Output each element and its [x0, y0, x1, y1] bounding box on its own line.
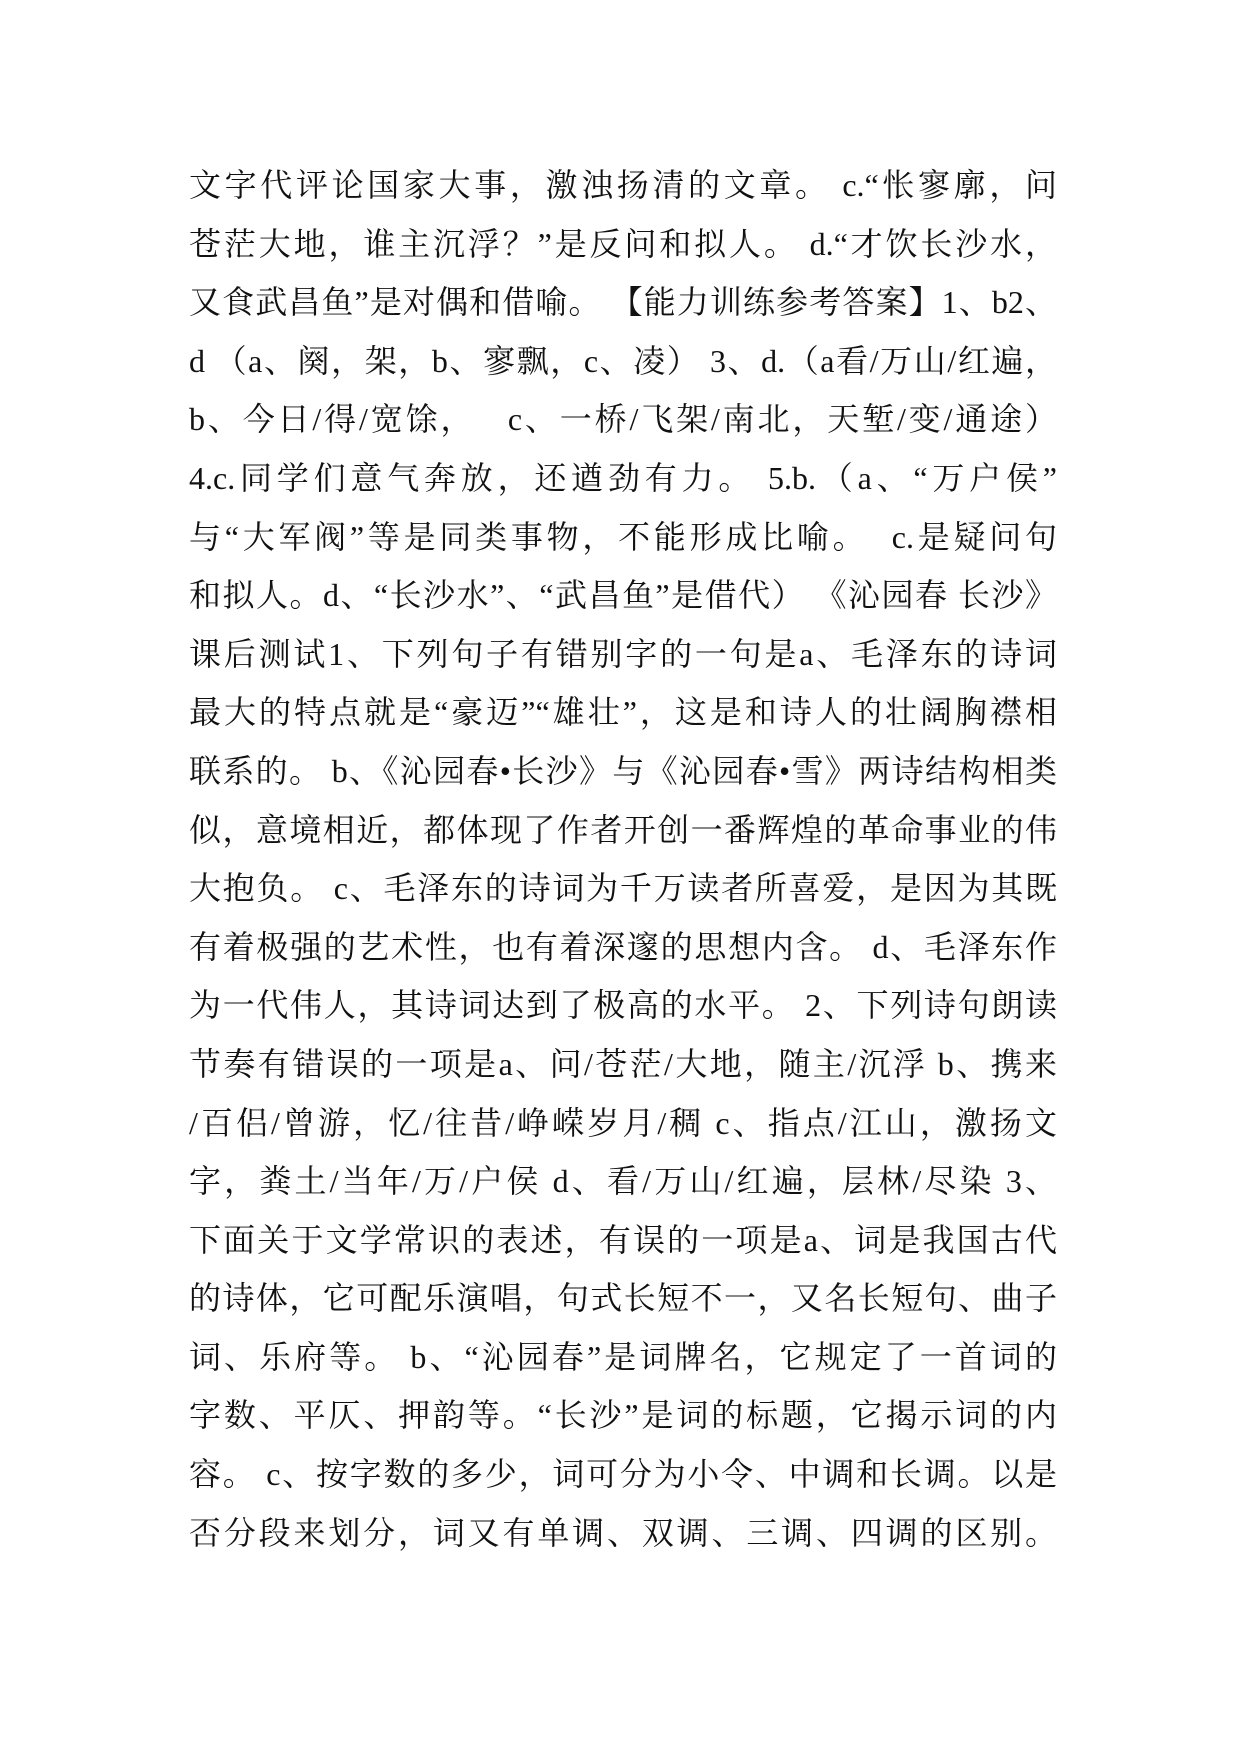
text-line: 容。 c、按字数的多少，词可分为小令、中调和长调。以是	[189, 1456, 1057, 1493]
text-line: 苍茫大地，谁主沉浮？”是反问和拟人。 d.“才饮长沙水，	[189, 225, 1057, 262]
text-line: 又食武昌鱼”是对偶和借喻。 【能力训练参考答案】1、b2、	[189, 284, 1057, 321]
text-line: b、今日/得/宽馀， c、一桥/飞架/南北，天堑/变/通途）	[189, 401, 1057, 438]
text-line: 联系的。 b、《沁园春•长沙》与《沁园春•雪》两诗结构相类	[189, 752, 1057, 789]
text-line: 最大的特点就是“豪迈”“雄壮”，这是和诗人的壮阔胸襟相	[189, 694, 1057, 731]
text-line: 课后测试1、下列句子有错别字的一句是a、毛泽东的诗词	[189, 635, 1057, 672]
text-line: 词、乐府等。 b、“沁园春”是词牌名，它规定了一首词的	[189, 1338, 1057, 1375]
text-line: d （a、阕，架，b、寥飘，c、凌） 3、d.（a看/万山/红遍，	[189, 342, 1057, 379]
text-line: 的诗体，它可配乐演唱，句式长短不一，又名长短句、曲子	[189, 1280, 1057, 1317]
text-line: 字，粪土/当年/万/户侯 d、看/万山/红遍，层林/尽染 3、	[189, 1163, 1057, 1200]
text-line: 下面关于文学常识的表述，有误的一项是a、词是我国古代	[189, 1221, 1057, 1258]
text-line: 有着极强的艺术性，也有着深邃的思想内含。 d、毛泽东作	[189, 928, 1057, 965]
text-line: 字数、平仄、押韵等。“长沙”是词的标题，它揭示词的内	[189, 1397, 1057, 1434]
text-line: 与“大军阀”等是同类事物，不能形成比喻。 c.是疑问句	[189, 518, 1057, 555]
text-line: 大抱负。 c、毛泽东的诗词为千万读者所喜爱，是因为其既	[189, 870, 1057, 907]
body-text	[189, 156, 1057, 1562]
text-line: 为一代伟人，其诗词达到了极高的水平。 2、下列诗句朗读	[189, 987, 1057, 1024]
text-line: 似，意境相近，都体现了作者开创一番辉煌的革命事业的伟	[189, 811, 1057, 848]
text-line: 和拟人。d、“长沙水”、“武昌鱼”是借代） 《沁园春 长沙》	[189, 577, 1057, 614]
text-line: 否分段来划分，词又有单调、双调、三调、四调的区别。	[189, 1514, 1057, 1551]
text-line: 4.c.同学们意气奔放，还遒劲有力。 5.b.（a、“万户侯”	[189, 459, 1057, 496]
text-line: 节奏有错误的一项是a、问/苍茫/大地，随主/沉浮 b、携来	[189, 1045, 1057, 1082]
text-line: 文字代评论国家大事，激浊扬清的文章。 c.“怅寥廓，问	[189, 167, 1057, 203]
text-line: /百侣/曾游，忆/往昔/峥嵘岁月/稠 c、指点/江山，激扬文	[189, 1104, 1057, 1141]
